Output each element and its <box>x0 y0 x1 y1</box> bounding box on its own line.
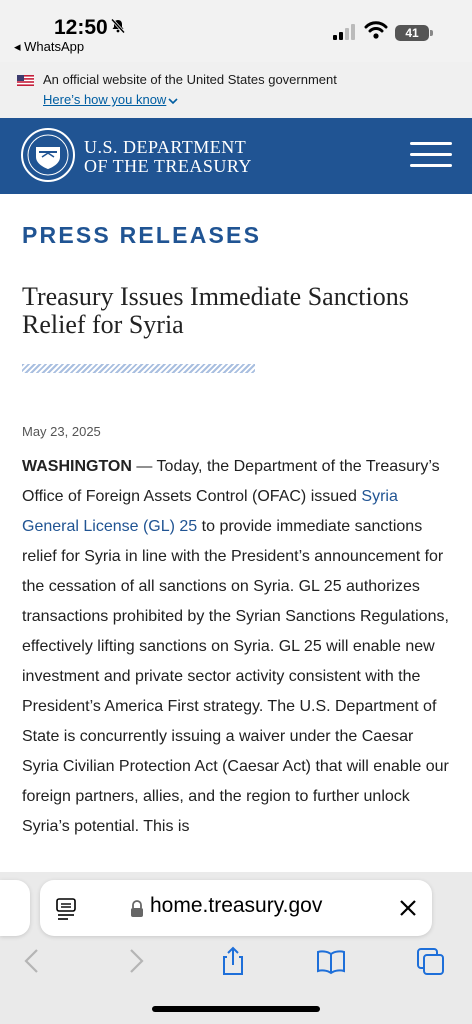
status-time: 12:50 <box>54 16 108 39</box>
gov-banner-text: An official website of the United States government <box>43 72 337 87</box>
url-text[interactable]: home.treasury.gov <box>150 894 323 917</box>
body-rest: to provide immediate sanctions relief for Syria in line with the President’s announcement for the cessation of all sanctions on Syria. GL 25 authorizes transactions prohibited by the Syrian Sanctions Regulations, effectively lifting sanctions on Syria. GL 25 will enable new investment and private sector activity consistent with the President’s America First strategy. The U.S. Department of State is concurrently issuing a waiver under the Caesar Syria Civilian Protection Act (Caesar Act) that will enable our foreign partners, allies, and the region to further unlock Syria’s potential. This is <box>22 518 449 835</box>
heres-how-you-know-link[interactable]: Here’s how you know <box>43 92 167 107</box>
battery-indicator: 41 <box>395 25 429 41</box>
tabs-icon[interactable] <box>416 946 446 976</box>
treasury-seal-icon[interactable] <box>20 127 76 183</box>
previous-tab-card[interactable] <box>0 880 30 936</box>
address-bar[interactable] <box>40 880 432 936</box>
us-flag-icon <box>17 75 34 86</box>
battery-tip <box>430 30 433 36</box>
chevron-down-icon[interactable] <box>168 97 178 105</box>
book-icon[interactable] <box>316 946 346 976</box>
share-icon[interactable] <box>218 946 248 976</box>
article-date: May 23, 2025 <box>22 424 101 439</box>
back-to-app-link[interactable]: ◂ WhatsApp <box>14 39 85 54</box>
site-header <box>0 118 472 194</box>
decorative-divider <box>22 364 255 373</box>
lock-icon <box>130 900 144 918</box>
signal-icon <box>333 24 359 40</box>
bell-slash-icon <box>110 18 126 34</box>
general-license-link[interactable]: Syria General License (GL) 25 <box>22 488 398 535</box>
reader-mode-icon[interactable] <box>56 898 76 920</box>
page-title: Treasury Issues Immediate Sanctions Relief for Syria <box>22 282 409 339</box>
dept-name-line1: U.S. DEPARTMENT <box>84 137 247 157</box>
chevron-left-icon[interactable] <box>18 946 48 976</box>
dateline: WASHINGTON <box>22 458 132 475</box>
article-body <box>22 452 454 842</box>
status-bar <box>0 0 472 62</box>
hamburger-menu-icon[interactable] <box>410 142 452 172</box>
body-intro: — Today, the Department of the Treasury’s Office of Foreign Assets Control (OFAC) issued <box>22 458 440 505</box>
chevron-right-icon[interactable] <box>120 946 150 976</box>
gov-banner <box>0 62 472 118</box>
home-indicator[interactable] <box>152 1006 320 1012</box>
dept-name-line2: OF THE TREASURY <box>84 156 252 176</box>
section-heading: PRESS RELEASES <box>22 222 262 248</box>
close-icon[interactable] <box>398 898 418 918</box>
wifi-icon <box>364 20 388 40</box>
